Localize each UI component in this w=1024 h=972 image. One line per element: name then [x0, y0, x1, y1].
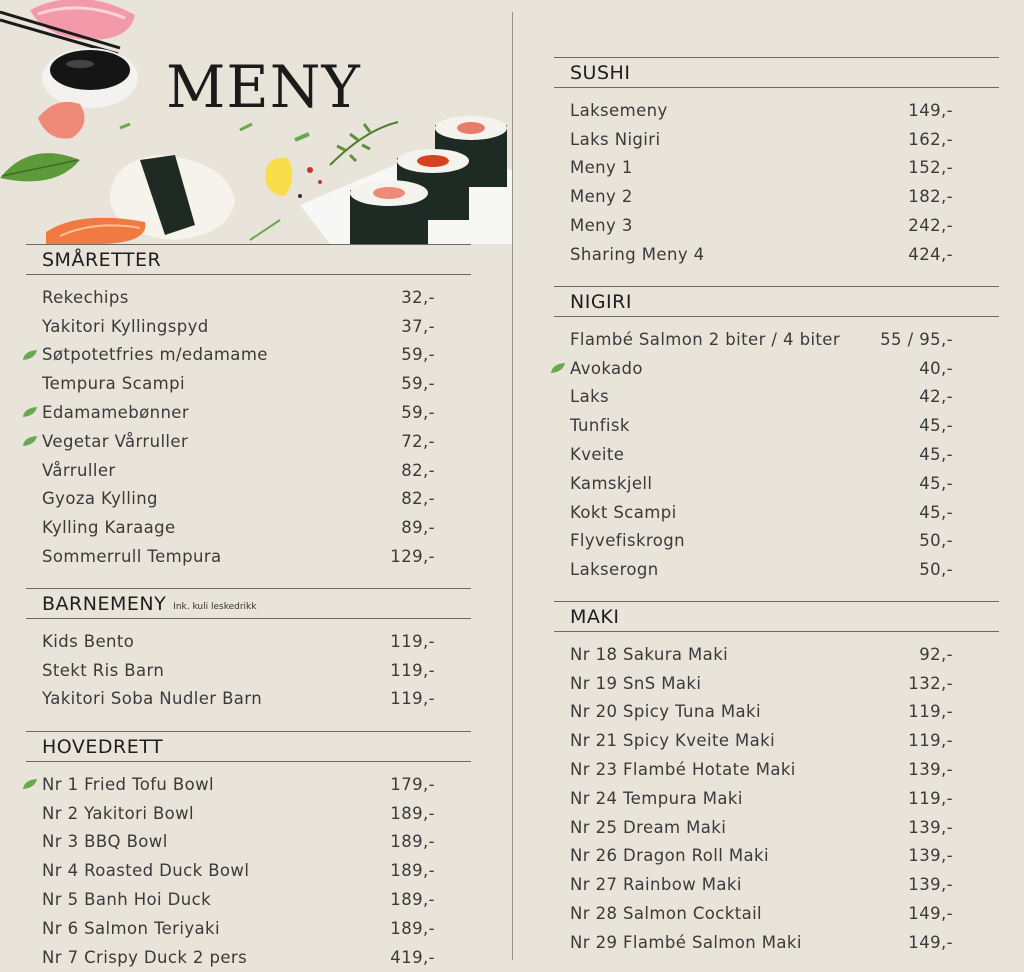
- vegetarian-leaf-icon: [550, 362, 566, 374]
- item-name: Kveite: [570, 445, 625, 465]
- menu-item: [26, 656, 471, 685]
- item-name: Søtpotetfries m/edamame: [42, 345, 268, 365]
- item-price: 119,-: [390, 660, 435, 680]
- item-price: 45,-: [919, 416, 953, 436]
- menu-section-sushi: [554, 57, 999, 269]
- item-name: Nr 6 Salmon Teriyaki: [42, 918, 220, 938]
- menu-item: [554, 842, 999, 871]
- section-header: [554, 57, 999, 88]
- menu-item: [554, 527, 999, 556]
- item-name: Sharing Meny 4: [570, 244, 705, 264]
- menu-item: [554, 182, 999, 211]
- item-name: Stekt Ris Barn: [42, 660, 165, 680]
- item-list: [26, 275, 471, 571]
- item-price: 119,-: [390, 631, 435, 651]
- vegetarian-leaf-icon: [22, 406, 38, 418]
- section-title: HOVEDRETT: [42, 735, 164, 758]
- menu-item: [26, 398, 471, 427]
- menu-item: [26, 627, 471, 656]
- item-name: Lakserogn: [570, 560, 659, 580]
- item-name: Nr 1 Fried Tofu Bowl: [42, 774, 215, 794]
- menu-item: [554, 383, 999, 412]
- item-price: 119,-: [390, 689, 435, 709]
- item-name: Nr 29 Flambé Salmon Maki: [570, 932, 802, 952]
- vegetarian-leaf-icon: [22, 435, 38, 447]
- item-price: 149,-: [908, 904, 953, 924]
- item-name: Avokado: [570, 358, 643, 378]
- item-price: 132,-: [908, 673, 953, 693]
- item-name: Sommerrull Tempura: [42, 547, 222, 567]
- item-price: 45,-: [919, 502, 953, 522]
- menu-item: [554, 325, 999, 354]
- item-price: 139,-: [908, 760, 953, 780]
- item-price: 37,-: [401, 316, 435, 336]
- item-price: 50,-: [919, 560, 953, 580]
- section-header: [26, 731, 471, 762]
- item-price: 424,-: [908, 244, 953, 264]
- hero-illustration: [0, 0, 512, 244]
- item-price: 149,-: [908, 100, 953, 120]
- item-name: Edamamebønner: [42, 403, 190, 423]
- section-title: BARNEMENY: [42, 592, 167, 615]
- item-list: [26, 619, 471, 713]
- item-name: Vårruller: [42, 460, 116, 480]
- item-price: 82,-: [401, 460, 435, 480]
- item-price: 119,-: [908, 788, 953, 808]
- menu-item: [554, 784, 999, 813]
- item-price: 189,-: [390, 890, 435, 910]
- item-price: 45,-: [919, 445, 953, 465]
- menu-item: [554, 698, 999, 727]
- item-price: 139,-: [908, 875, 953, 895]
- item-name: Nr 7 Crispy Duck 2 pers: [42, 947, 248, 967]
- item-price: 72,-: [401, 431, 435, 451]
- section-title: MAKI: [570, 605, 620, 628]
- menu-item: [554, 125, 999, 154]
- menu-item: [554, 96, 999, 125]
- menu-item: [26, 828, 471, 857]
- menu-item: [554, 813, 999, 842]
- item-price: 89,-: [401, 518, 435, 538]
- item-price: 149,-: [908, 932, 953, 952]
- item-price: 189,-: [390, 832, 435, 852]
- item-price: 119,-: [908, 731, 953, 751]
- item-price: 419,-: [390, 947, 435, 967]
- item-price: 179,-: [390, 774, 435, 794]
- item-price: 189,-: [390, 918, 435, 938]
- menu-item: [26, 427, 471, 456]
- menu-item: [26, 799, 471, 828]
- item-price: 92,-: [919, 644, 953, 664]
- column-divider: [512, 12, 513, 960]
- menu-item: [554, 354, 999, 383]
- item-price: 40,-: [919, 358, 953, 378]
- item-price: 55 / 95,-: [880, 329, 953, 349]
- menu-item: [554, 411, 999, 440]
- menu-item: [554, 555, 999, 584]
- item-price: 82,-: [401, 489, 435, 509]
- menu-item: [554, 240, 999, 269]
- item-price: 129,-: [390, 547, 435, 567]
- item-name: Nr 21 Spicy Kveite Maki: [570, 731, 776, 751]
- section-note: Ink. kuli leskedrikk: [173, 601, 257, 612]
- item-name: Nr 4 Roasted Duck Bowl: [42, 861, 250, 881]
- item-list: [554, 632, 999, 957]
- menu-section-småretter: [26, 244, 471, 571]
- item-name: Kamskjell: [570, 473, 653, 493]
- item-price: 189,-: [390, 861, 435, 881]
- item-name: Yakitori Soba Nudler Barn: [42, 689, 263, 709]
- item-name: Nr 5 Banh Hoi Duck: [42, 890, 212, 910]
- item-price: 45,-: [919, 473, 953, 493]
- item-price: 162,-: [908, 129, 953, 149]
- item-name: Vegetar Vårruller: [42, 431, 189, 451]
- item-price: 50,-: [919, 531, 953, 551]
- item-price: 139,-: [908, 817, 953, 837]
- item-name: Laksemeny: [570, 100, 668, 120]
- menu-item: [26, 885, 471, 914]
- item-name: Yakitori Kyllingspyd: [42, 316, 209, 336]
- vegetarian-leaf-icon: [22, 778, 38, 790]
- item-price: 32,-: [401, 287, 435, 307]
- menu-item: [554, 669, 999, 698]
- menu-item: [26, 856, 471, 885]
- item-name: Meny 2: [570, 187, 633, 207]
- menu-item: [26, 542, 471, 571]
- menu-item: [26, 456, 471, 485]
- item-price: 59,-: [401, 403, 435, 423]
- item-name: Gyoza Kylling: [42, 489, 158, 509]
- item-name: Laks Nigiri: [570, 129, 661, 149]
- section-title: SUSHI: [570, 61, 631, 84]
- menu-item: [26, 770, 471, 799]
- item-price: 152,-: [908, 158, 953, 178]
- item-price: 182,-: [908, 187, 953, 207]
- section-title: SMÅRETTER: [42, 248, 162, 271]
- menu-item: [554, 640, 999, 669]
- menu-item: [554, 726, 999, 755]
- menu-item: [26, 914, 471, 943]
- item-name: Nr 18 Sakura Maki: [570, 644, 729, 664]
- item-name: Meny 3: [570, 216, 633, 236]
- item-name: Nr 27 Rainbow Maki: [570, 875, 742, 895]
- menu-item: [554, 899, 999, 928]
- sushi-illustration: [0, 0, 512, 244]
- menu-item: [554, 755, 999, 784]
- item-price: 139,-: [908, 846, 953, 866]
- section-header: [26, 244, 471, 275]
- menu-item: [26, 485, 471, 514]
- menu-item: [554, 211, 999, 240]
- item-price: 59,-: [401, 345, 435, 365]
- item-price: 189,-: [390, 803, 435, 823]
- item-name: Kylling Karaage: [42, 518, 176, 538]
- item-list: [554, 88, 999, 269]
- menu-item: [26, 513, 471, 542]
- item-name: Flambé Salmon 2 biter / 4 biter: [570, 329, 841, 349]
- item-name: Nr 3 BBQ Bowl: [42, 832, 168, 852]
- menu-item: [26, 943, 471, 972]
- vegetarian-leaf-icon: [22, 349, 38, 361]
- item-name: Tempura Scampi: [42, 374, 185, 394]
- item-name: Kids Bento: [42, 631, 135, 651]
- menu-section-hovedrett: [26, 731, 471, 972]
- menu-item: [554, 498, 999, 527]
- item-name: Nr 23 Flambé Hotate Maki: [570, 760, 796, 780]
- menu-section-nigiri: [554, 286, 999, 584]
- item-name: Nr 26 Dragon Roll Maki: [570, 846, 770, 866]
- menu-item: [554, 928, 999, 957]
- menu-item: [26, 685, 471, 714]
- item-name: Nr 19 SnS Maki: [570, 673, 702, 693]
- item-list: [554, 317, 999, 584]
- item-list: [26, 762, 471, 972]
- item-name: Meny 1: [570, 158, 633, 178]
- menu-section-barnemeny: [26, 588, 471, 713]
- menu-item: [26, 341, 471, 370]
- menu-section-maki: [554, 601, 999, 957]
- menu-item: [554, 440, 999, 469]
- menu-title: MENY: [166, 53, 361, 121]
- item-name: Rekechips: [42, 287, 129, 307]
- section-header: [554, 601, 999, 632]
- item-price: 242,-: [908, 216, 953, 236]
- section-header: [26, 588, 471, 619]
- menu-item: [554, 870, 999, 899]
- menu-item: [26, 312, 471, 341]
- item-name: Nr 28 Salmon Cocktail: [570, 904, 763, 924]
- item-name: Kokt Scampi: [570, 502, 677, 522]
- item-name: Nr 24 Tempura Maki: [570, 788, 743, 808]
- section-title: NIGIRI: [570, 290, 632, 313]
- section-header: [554, 286, 999, 317]
- item-price: 59,-: [401, 374, 435, 394]
- item-price: 119,-: [908, 702, 953, 722]
- item-name: Laks: [570, 387, 610, 407]
- menu-item: [554, 469, 999, 498]
- item-name: Flyvefiskrogn: [570, 531, 685, 551]
- item-name: Nr 25 Dream Maki: [570, 817, 727, 837]
- item-name: Nr 2 Yakitori Bowl: [42, 803, 195, 823]
- menu-item: [26, 369, 471, 398]
- item-name: Nr 20 Spicy Tuna Maki: [570, 702, 761, 722]
- item-name: Tunfisk: [570, 416, 630, 436]
- menu-item: [554, 154, 999, 183]
- item-price: 42,-: [919, 387, 953, 407]
- menu-item: [26, 283, 471, 312]
